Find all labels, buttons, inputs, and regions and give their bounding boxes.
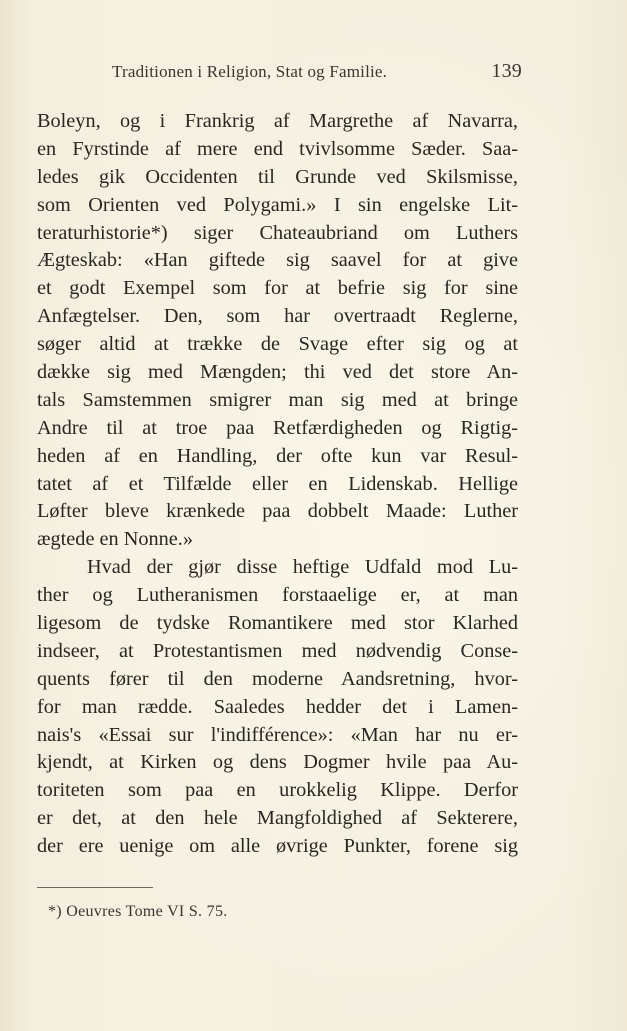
text-line: ther og Lutheranismen forstaaelige er, at man <box>37 584 518 607</box>
text-line: indseer, at Protestantismen med nødvendig Conse- <box>37 639 518 662</box>
text-line: tatet af et Tilfælde eller en Lidenskab. Hellige <box>37 472 518 495</box>
text-line: Ægteskab: «Han giftede sig saavel for at give <box>37 249 518 272</box>
text-line: nais's «Essai sur l'indifférence»: «Man har nu er- <box>37 723 518 746</box>
text-line: ligesom de tydske Romantikere med stor Klarhed <box>37 612 518 635</box>
text-line: dække sig med Mængden; thi ved det store An- <box>37 361 518 384</box>
running-title: Traditionen i Religion, Stat og Familie. <box>112 62 388 81</box>
text-line: kjendt, at Kirken og dens Dogmer hvile paa Au- <box>37 751 518 774</box>
text-line: teraturhistorie*) siger Chateaubriand om Luthers <box>37 221 518 244</box>
text-line: tals Samstemmen smigrer man sig med at bringe <box>37 388 518 411</box>
text-line: ledes gik Occidenten til Grunde ved Skilsmisse, <box>37 165 518 188</box>
text-line: søger altid at trække de Svage efter sig og at <box>37 333 518 356</box>
text-line: Boleyn, og i Frankrig af Margrethe af Navarra, <box>37 110 518 132</box>
text-line: toriteten som paa en urokkelig Klippe. Derfor <box>37 779 518 802</box>
text-line: quents fører til den moderne Aandsretning, hvor- <box>37 667 518 690</box>
text-line: for man rædde. Saaledes hedder det i Lamen- <box>37 695 518 718</box>
footnote: *) Oeuvres Tome VI S. 75. <box>48 903 228 920</box>
text-line: Løfter bleve krænkede paa dobbelt Maade: Luther <box>37 500 518 523</box>
paragraph-first-line: Hvad der gjør disse heftige Udfald mod Lu- <box>87 556 518 579</box>
text-line: heden af en Handling, der ofte kun var Resul- <box>37 444 518 467</box>
paragraph-end-line: ægtede en Nonne.» <box>37 528 194 551</box>
text-line: et godt Exempel som for at befrie sig for sine <box>37 277 518 300</box>
text-line: en Fyrstinde af mere end tvivlsomme Sæder. Saa- <box>37 137 518 160</box>
footnote-rule <box>37 887 153 888</box>
text-line: som Orienten ved Polygami.» I sin engelske Lit- <box>37 193 518 216</box>
text-line: Anfægtelser. Den, som har overtraadt Reglerne, <box>37 305 518 328</box>
page-number: 139 <box>491 60 522 82</box>
running-head <box>112 60 522 86</box>
body-text <box>37 108 518 861</box>
text-line: er det, at den hele Mangfoldighed af Sekterere, <box>37 807 518 830</box>
text-line: der ere uenige om alle øvrige Punkter, forene sig <box>37 835 518 858</box>
text-line: Andre til at troe paa Retfærdigheden og Rigtig- <box>37 416 518 439</box>
